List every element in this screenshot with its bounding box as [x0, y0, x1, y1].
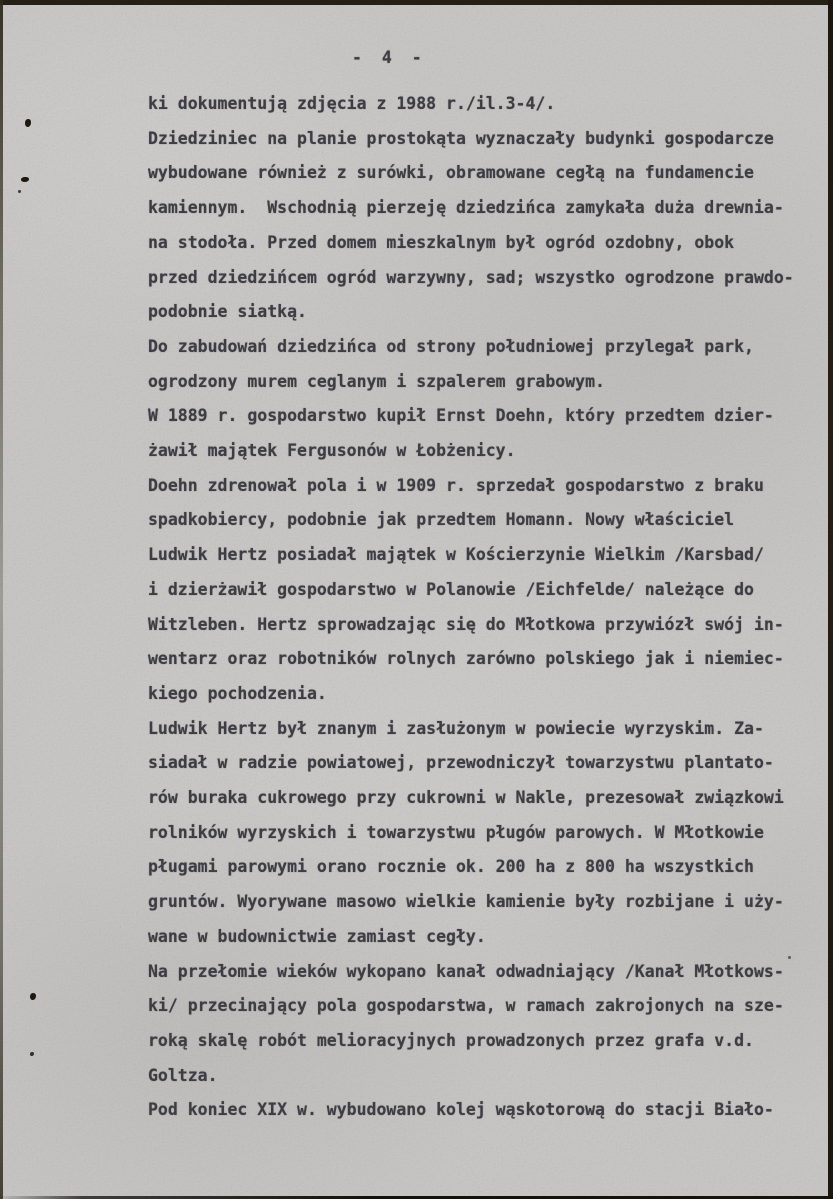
text-line: przed dziedzińcem ogród warzywny, sad; wszystko ogrodzone prawdo-: [148, 267, 794, 287]
scan-edge-left: [0, 0, 3, 1199]
text-line: Ludwik Hertz posiadał majątek w Kościerzynie Wielkim /Karsbad/: [148, 545, 764, 565]
scan-edge-right: [828, 0, 833, 1199]
scan-speck: [30, 993, 36, 1000]
text-line: Pod koniec XIX w. wybudowano kolej wąskotorową do stacji Biało-: [148, 1100, 774, 1120]
text-line: na stodoła. Przed domem mieszkalnym był ogród ozdobny, obok: [148, 232, 735, 252]
page-number: - 4 -: [352, 48, 427, 67]
text-line: siadał w radzie powiatowej, przewodniczył towarzystwu plantato-: [148, 753, 774, 773]
scan-speck: [21, 177, 29, 182]
text-line: Witzleben. Hertz sprowadzając się do Młotkowa przywiózł swój in-: [148, 614, 784, 634]
text-line: Ludwik Hertz był znanym i zasłużonym w powiecie wyrzyskim. Za-: [148, 718, 764, 738]
text-line: Na przełomie wieków wykopano kanał odwadniający /Kanał Młotkows-: [148, 961, 784, 981]
text-line: ki/ przecinający pola gospodarstwa, w ramach zakrojonych na sze-: [148, 996, 784, 1016]
scan-edge-top: [0, 0, 833, 5]
scan-speck: [30, 1052, 34, 1056]
typewritten-text: [148, 87, 828, 1128]
text-line: żawił majątek Fergusonów w Łobżenicy.: [148, 441, 516, 461]
text-line: podobnie siatką.: [148, 302, 307, 322]
text-line: wybudowane również z surówki, obramowane cegłą na fundamencie: [148, 163, 754, 183]
text-line: Doehn zdrenował pola i w 1909 r. sprzedał gospodarstwo z braku: [148, 475, 764, 495]
scan-speck: [25, 119, 31, 127]
text-line: Do zabudowań dziedzińca od strony południowej przylegał park,: [148, 336, 754, 356]
text-line: ogrodzony murem ceglanym i szpalerem grabowym.: [148, 371, 605, 391]
scan-speck: [18, 190, 21, 193]
text-line: i dzierżawił gospodarstwo w Polanowie /Eichfelde/ należące do: [148, 579, 754, 599]
text-line: pługami parowymi orano rocznie ok. 200 ha z 800 ha wszystkich: [148, 857, 754, 877]
text-line: ki dokumentują zdjęcia z 1988 r./il.3-4/.: [148, 94, 556, 113]
text-line: wentarz oraz robotników rolnych zarówno polskiego jak i niemiec-: [148, 649, 784, 669]
text-line: rolników wyrzyskich i towarzystwu pługów parowych. W Młotkowie: [148, 822, 764, 842]
text-line: Goltza.: [148, 1065, 218, 1085]
text-line: wane w budownictwie zamiast cegły.: [148, 926, 486, 946]
text-line: kamiennym. Wschodnią pierzeję dziedzińca zamykała duża drewnia-: [148, 198, 784, 218]
text-line: Dziedziniec na planie prostokąta wyznaczały budynki gospodarcze: [148, 128, 774, 148]
text-line: rów buraka cukrowego przy cukrowni w Nakle, prezesował związkowi: [148, 788, 784, 808]
text-line: roką skalę robót melioracyjnych prowadzonych przez grafa v.d.: [148, 1030, 754, 1050]
text-line: W 1889 r. gospodarstwo kupił Ernst Doehn, który przedtem dzier-: [148, 406, 774, 426]
text-line: kiego pochodzenia.: [148, 683, 327, 703]
text-line: gruntów. Wyorywane masowo wielkie kamienie były rozbijane i uży-: [148, 892, 784, 912]
text-line: spadkobiercy, podobnie jak przedtem Homann. Nowy właściciel: [148, 510, 735, 530]
